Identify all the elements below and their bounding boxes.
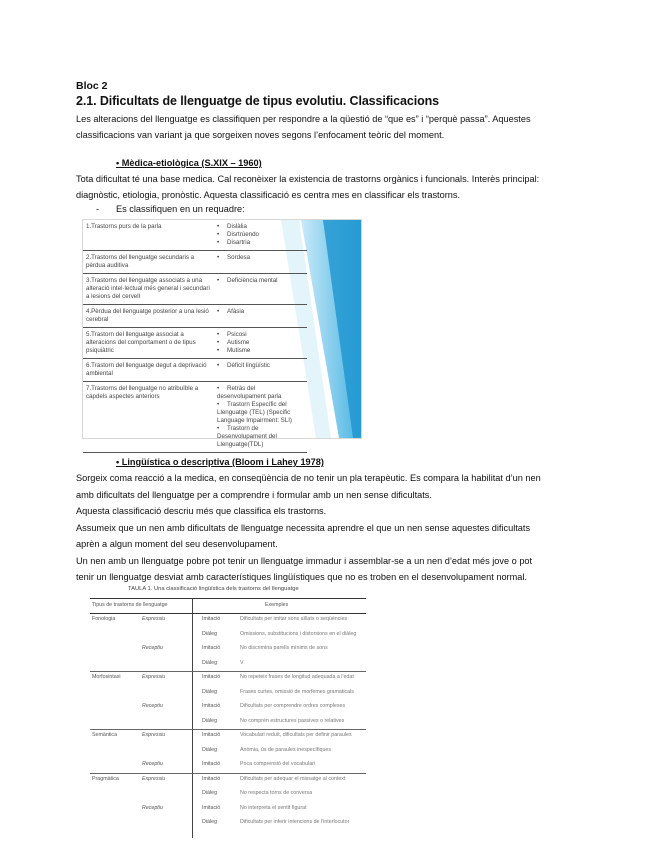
table1-row [83,359,307,382]
table2-context: Imitació [202,761,221,767]
table2-context: Diàleg [202,659,218,666]
medical-section-title: • Mèdica-etiològica (S.XIX – 1960) [116,158,262,168]
table2-example: Frases curtes, omissió de morfemes gramaticals [240,688,354,695]
table2-example: No interpreta el sentit figurat [240,804,307,811]
table2-example: Dificultats per adequar el missatge al context [240,775,346,782]
table1-row [83,274,307,305]
table2-modality: Expressiu [142,732,166,738]
intro-paragraph [76,112,576,143]
table1-example-item: • Afàsia [217,308,305,316]
table2-context: Imitació [202,732,221,738]
table2-example: No comprèn estructures passives o relatives [240,717,345,724]
table2-separator [90,671,366,672]
table1-examples [215,220,307,250]
table2-separator [90,773,366,774]
table2-header [90,598,366,614]
table1-example-item: • Disartria [217,239,305,247]
table2-example: No discrimina parells mínims de sons [240,645,328,651]
classification-bullet [96,204,245,214]
table2-example: V [240,659,244,666]
table2-area: Pragmàtica [92,775,119,782]
linguistic-classification-table [84,584,372,846]
table2-context: Imitació [202,804,221,811]
medical-line: Tota dificultat té una base medica. Cal reconèixer la existencia de trastorns orgànics i funcionals. Interès principal: [76,174,540,184]
table1-example-item: • Psicosi [217,331,305,339]
table2-context: Imitació [202,645,221,651]
table1-category: 7.Trastorns del llenguatge no atribuïble a capdels aspectes anteriors [86,385,199,400]
table1-examples [215,328,307,358]
table1-category: 3.Trastorns del llenguatge associats a una alteració intel·lectual més general i secundari a lesions del cervell [86,277,210,300]
table1-example-item: • Sordesa [217,254,305,262]
linguistic-line: tenir un llenguatge desviat amb característiques lingüístiques que no es troben en el desenvolupament normal. [76,572,527,582]
table1-row [83,251,307,274]
table2-example: Dificultats per inferir intencions de l'interlocutor [240,819,350,825]
table2-modality: Expressiu [142,616,166,622]
table2-context: Diàleg [202,717,218,724]
linguistic-line: amb dificultats del llenguatge per a comprendre i formular amb un nen sense dificultats. [76,489,432,500]
table2-context: Imitació [202,674,221,680]
table2-context: Diàleg [202,790,218,796]
table1-example-item: • Dèficit lingüístic [217,362,305,370]
table1-category: 6.Trastorn del llenguatge degut a deprivació ambiental [86,362,207,377]
table1-row [83,382,307,453]
table2-modality: Receptiu [142,761,163,767]
table1-example-item: • Retràs del desenvolupament parla [217,385,305,401]
linguistic-line: Sorgeix coma reacció a la medica, en conseqüència de no tenir un pla terapèutic. Es compara la habilitat d’un nen [76,473,541,483]
table2-context: Diàleg [202,688,218,695]
linguistic-line: aprèn a algun moment del seu desenvolupament. [76,539,278,549]
table1-examples [215,382,307,452]
table2-context: Diàleg [202,819,218,825]
intro-line: classificacions van variant ja que sorgeixen noves segons l’enfocament teòric del moment. [76,129,445,140]
table2-divider [192,598,193,838]
table1-example-item: • Disrtrúendo [217,231,305,239]
section-heading: 2.1. Dificultats de llenguatge de tipus evolutiu. Classificacions [76,94,440,108]
table2-example: Vocabulari reduït, dificultats per definir paraules [240,732,352,738]
table1-examples [215,274,307,304]
medical-paragraph [76,172,576,203]
table2-example: No respecta torns de conversa [240,790,313,796]
table1-row [83,305,307,328]
table2-header-right: Exemples [265,602,289,608]
bloc-label: Bloc 2 [76,80,108,92]
table2-modality: Receptiu [142,703,163,709]
linguistic-line: Assumeix que un nen amb dificultats de llenguatge necessita aprendre el que un nen sense aquestes dificultats [76,522,531,533]
table2-example: Dificultats per imitar sons aïllats o seqüències [240,616,348,622]
table2-separator [90,729,366,730]
table1-example-item: • Mutisme [217,347,305,355]
intro-line: Les alteracions del llenguatge es classifiquen per respondre a la qüestió de “que es” i “perquè passa”. Aquestes [76,114,531,124]
table1-row [83,328,307,359]
table2-area: Morfosintaxi [92,674,121,680]
bullet-text: Es classifiquen en un requadre: [116,204,245,214]
table2-header-left: Tipus de trastorns de llenguatge [92,602,168,608]
table1-category: 2.Trastorns del llenguatge secundaris a pèrdua auditiva [86,254,195,269]
table2-area: Semàntica [92,732,118,738]
table1-examples [215,359,307,381]
linguistic-paragraph [76,470,576,586]
table2-modality: Expressiu [142,674,166,680]
table2-modality: Expressiu [142,775,166,782]
linguistic-line: Un nen amb un llenguatge pobre pot tenir un llenguatge immadur i assemblar-se a un nen d’edat més jove o pot [76,555,533,566]
table2-context: Imitació [202,703,221,709]
table1-row [83,220,307,251]
table2-context: Diàleg [202,746,218,753]
table2-example: Anòmia, ús de paraules inespecífiques [240,746,331,753]
table2-caption: TAULA 1. Una classificació lingüística dels trastorns del llenguatge [128,586,299,592]
linguistic-line: Aquesta classificació descriu més que classifica els trastorns. [76,506,327,516]
table2-modality: Receptiu [142,804,163,811]
table2-context: Diàleg [202,630,218,637]
table1-category: 1.Trastorns purs de la parla [86,223,162,230]
table1-examples [215,305,307,327]
table1-example-item: • Dislàlia [217,223,305,231]
table1-example-item: • Autisme [217,339,305,347]
table1-example-item: • Deficiència mental [217,277,305,285]
medical-line: diagnòstic, etiologia, pronòstic. Aquesta classificació es centra mes en classificar els trastorns. [76,189,461,200]
table1-example-item: • Trastorn de Desenvolupament del Llenguatge(TDL) [217,425,305,449]
table1-rows [83,220,307,453]
table1-category: 5.Trastorn del llenguatge associat a alteracions del comportament o de tipus psiquiàtric [86,331,196,354]
table2-example: Dificultats per comprendre ordres complexes [240,703,346,709]
table2-area: Fonologia [92,616,116,622]
medical-classification-table [82,219,362,448]
table2-example: Poca comprensió del vocabulari [240,761,316,767]
table1-category: 4.Pèrdua del llenguatge posterior a una lesió cerebral [86,308,209,323]
table2-modality: Receptiu [142,645,163,651]
table2-context: Imitació [202,775,221,782]
linguistic-section-title: • Lingüística o descriptiva (Bloom i Lahey 1978) [116,457,324,467]
table2-example: No repeteix frases de longitud adequada a l'edat [240,674,354,680]
table1-examples [215,251,307,273]
table2-context: Imitació [202,616,221,622]
table1-example-item: • Trastorn Específic del Llenguatge (TEL) (Specific Language Impairment: SLI) [217,401,305,425]
table2-example: Omissions, substitucions i distorsions en el diàleg [240,630,357,637]
dash-marker: - [96,204,100,214]
